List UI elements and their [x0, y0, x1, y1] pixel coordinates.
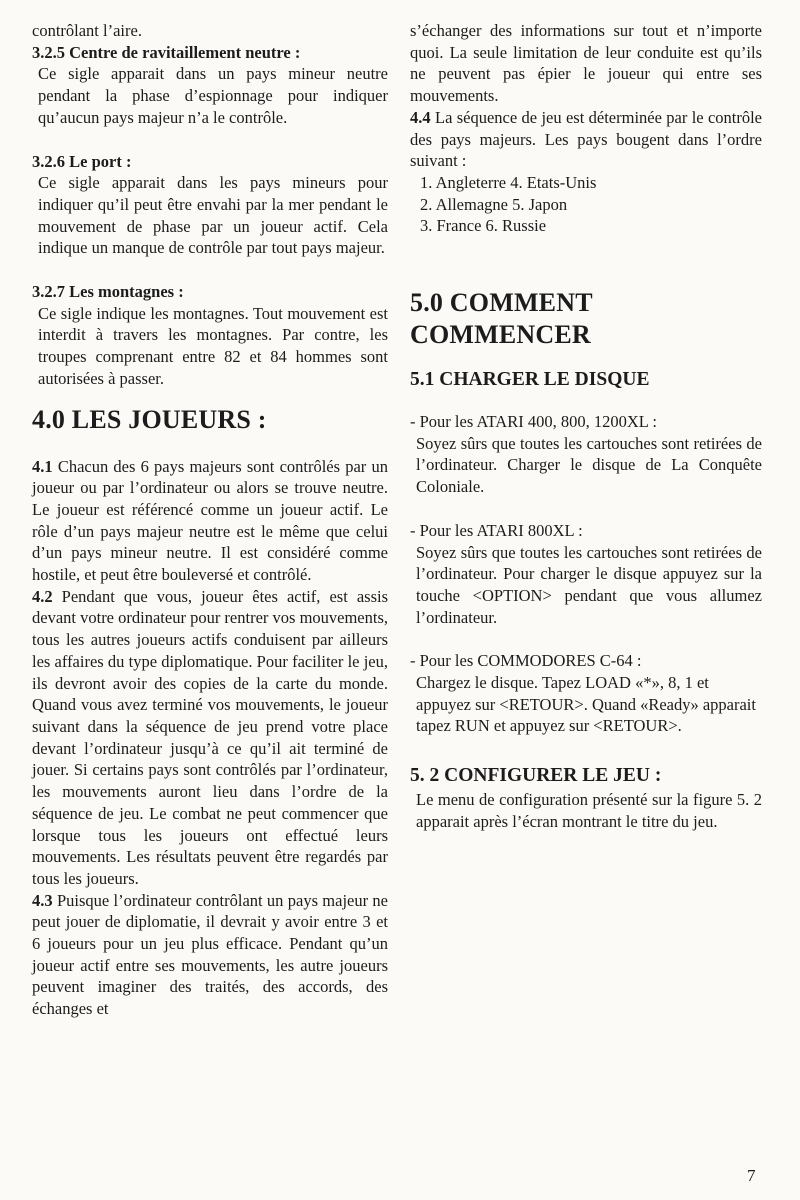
- atari-400-body: Soyez sûrs que toutes les cartouches sont retirées de l’ordinateur. Charger le disque de La Conquête Coloniale.: [416, 433, 762, 497]
- paragraph-4-2: [32, 586, 388, 890]
- paragraph-4-3: [32, 890, 388, 1020]
- page-number: 7: [747, 1166, 756, 1185]
- commodore-heading: - Pour les COMMODORES C-64 :: [410, 651, 642, 671]
- paragraph-4-2-text: Pendant que vous, joueur êtes actif, est assis devant votre ordinateur pour rentrer vos mouvements, tous les autres joueurs actifs conduisent par ailleurs les affaires du type diplomatique. Pour faciliter le jeu, ils devront avoir des copies de la carte du monde. Quand vous avez terminé vos mouvements, le joueur suivant dans la séquence de jeu prend votre place devant l’ordinateur jusqu’à ce qu’il ait terminé de jouer. Si certains pays sont contrôlés par l’ordinateur, les mouvements auront lieu dans l’ordre de la séquence de jeu. Le combat ne peut commencer que lorsque tous les joueurs ont effectué leurs mouvements. Les résultats peuvent être regardés par tous les joueurs.: [32, 586, 389, 888]
- paragraph-4-1-number: 4.1: [32, 456, 53, 476]
- commodore-body: Chargez le disque. Tapez LOAD «*», 8, 1 et appuyez sur <RETOUR>. Quand «Ready» apparait tapez RUN et appuyez sur <RETOUR>.: [416, 673, 756, 736]
- paragraph-4-4-text: La séquence de jeu est déterminée par le contrôle des pays majeurs. Les pays bougent dans l’ordre suivant :: [410, 107, 763, 171]
- intro-tail-text: contrôlant l’aire.: [32, 21, 142, 40]
- section-5-1-heading: 5.1 CHARGER LE DISQUE: [410, 369, 650, 391]
- atari-800xl-body: Soyez sûrs que toutes les cartouches sont retirées de l’ordinateur. Pour charger le disque appuyez sur la touche <OPTION> pendant que vous allumez l’ordinateur.: [416, 542, 762, 627]
- play-order-item: 3. France 6. Russie: [420, 216, 547, 236]
- paragraph-4-4: [410, 107, 762, 172]
- atari-400-heading: - Pour les ATARI 400, 800, 1200XL :: [410, 412, 657, 432]
- section-4-0-heading: 4.0 LES JOUEURS :: [32, 404, 267, 434]
- section-3-2-7-title: 3.2.7 Les montagnes :: [32, 282, 184, 302]
- play-order-item: 1. Angleterre 4. Etats-Unis: [420, 172, 597, 192]
- play-order-list: [410, 172, 762, 237]
- section-5-2-heading: 5. 2 CONFIGURER LE JEU :: [410, 765, 662, 787]
- section-5-2-body: Le menu de configuration présenté sur la figure 5. 2 apparait après l’écran montrant le titre du jeu.: [416, 790, 762, 831]
- paragraph-4-3-continued: s’échanger des informations sur tout et n’importe quoi. La seule limitation de leur conduite est qu’ils ne peuvent pas épier le joueur qui entre ses mouvements.: [410, 21, 762, 106]
- section-3-2-7-body: Ce sigle indique les montagnes. Tout mouvement est interdit à travers les montagnes. Par contre, les troupes comprenant entre 82 et 84 hommes sont autorisées à passer.: [38, 303, 388, 388]
- play-order-item: 2. Allemagne 5. Japon: [420, 194, 568, 214]
- paragraph-4-3-number: 4.3: [32, 890, 53, 910]
- atari-800xl-heading: - Pour les ATARI 800XL :: [410, 520, 583, 540]
- section-5-0-heading: 5.0 COMMENT COMMENCER: [410, 288, 593, 350]
- right-column: [410, 20, 762, 833]
- paragraph-4-2-number: 4.2: [32, 586, 53, 606]
- section-3-2-6-body: Ce sigle apparait dans les pays mineurs pour indiquer qu’il peut être envahi par la mer pendant le mouvement de phase par un joueur actif. Cela indique un manque de contrôle par tout pays majeur.: [38, 173, 388, 258]
- section-3-2-5-body: Ce sigle apparait dans un pays mineur neutre pendant la phase d’espionnage pour indiquer qu’aucun pays majeur n’a le contrôle.: [38, 64, 388, 127]
- left-column: [32, 20, 388, 1020]
- paragraph-4-1-text: Chacun des 6 pays majeurs sont contrôlés par un joueur ou par l’ordinateur ou alors se trouve neutre. Le joueur est référencé comme un joueur actif. Le rôle d’un pays majeur neutre est le même que celui d’un pays mineur neutre. Il est considéré comme hostile, et peut être bouleversé et contrôlé.: [32, 456, 388, 585]
- paragraph-4-3-text: Puisque l’ordinateur contrôlant un pays majeur ne peut jouer de diplomatie, il devrait y avoir entre 3 et 6 joueurs pour un jeu plus efficace. Pendant qu’un joueur actif entre ses mouvements, les autre joueurs peuvent imaginer des traités, des accords, des échanges et: [32, 890, 389, 1019]
- paragraph-4-1: [32, 456, 388, 586]
- section-3-2-5-title: 3.2.5 Centre de ravitaillement neutre :: [32, 42, 301, 62]
- paragraph-4-4-number: 4.4: [410, 107, 431, 127]
- section-3-2-6-title: 3.2.6 Le port :: [32, 151, 132, 171]
